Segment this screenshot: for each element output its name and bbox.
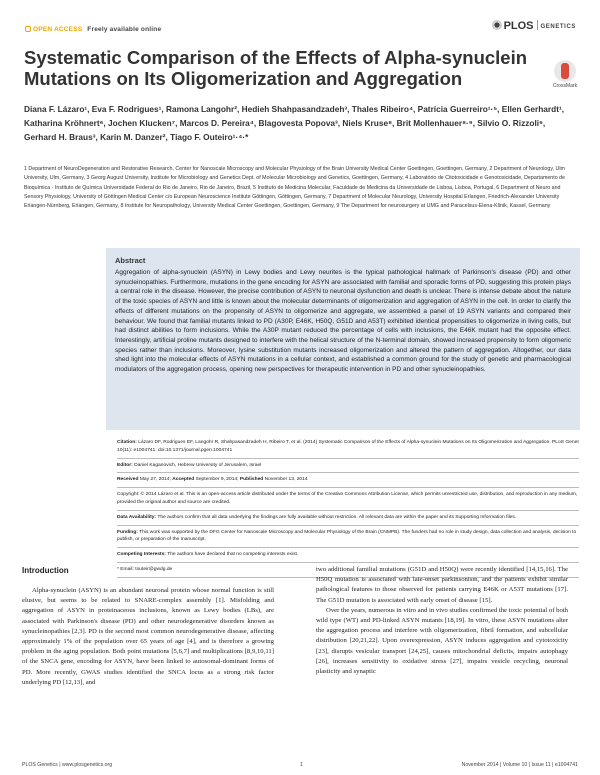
- competing-text: The authors have declared that no competing interests exist.: [167, 552, 299, 558]
- page-number: 1: [300, 762, 303, 768]
- crossmark-icon: [554, 60, 576, 82]
- copyright-text: Copyright: © 2014 Lázaro et al. This is an open-access article distributed under the terms of the Creative Commons Attribution License, which permits unrestricted use, distribution, and reproduction in any medium, provided the original author and source are credited.: [117, 492, 578, 505]
- citation-label: Citation:: [117, 440, 137, 445]
- plos-logo-icon: [492, 20, 502, 30]
- logo-divider: [537, 20, 538, 30]
- crossmark-badge[interactable]: [549, 60, 581, 89]
- citation-block: [117, 436, 579, 459]
- published-label: Published: [239, 477, 264, 483]
- received-date: May 27, 2014;: [139, 477, 171, 483]
- intro-paragraph-2: Over the years, numerous in vitro and in vivo studies confirmed the toxic potential of both wild type (WT) and PD-linked ASYN mutants [18,19]. In vitro, these ASYN mutations alter the aggregation process and interfere with oligomerization, fibril formation, and subcellular distribution [20,21,22]. Upon overexpression, ASYN induces aggregation and cytotoxicity [23], disrupts vesicular transport [24,25], causes mitochondrial deficits, impairs autophagy [26], increases sensitivity to oxidative stress [27], impairs vesicle recycling, neuronal plasticity and synaptic: [316, 606, 568, 676]
- author-list: Diana F. Lázaro¹, Eva F. Rodrigues¹, Ramona Langohr², Hedieh Shahpasandzadeh³, Thales Ribeiro⁴, Patrícia Guerreiro¹·⁵, Ellen Gerhardt¹, Katharina Kröhnert⁶, Jochen Klucken⁷, Marcos D. Pereira⁴, Blagovesta Popova³, Niels Kruse⁸, Brit Mollenhauer⁸·⁹, Silvio O. Rizzoli⁶, Gerhard H. Braus³, Karin M. Danzer², Tiago F. Outeiro¹·⁴·*: [24, 104, 565, 142]
- competing-label: Competing Interests:: [117, 552, 166, 558]
- plos-logo-text: PLOS: [503, 20, 534, 32]
- right-column: [316, 565, 568, 677]
- editor-label: Editor:: [117, 462, 133, 468]
- intro-paragraph-1: Alpha-synuclein (ASYN) is an abundant neuronal protein whose normal function is still elusive, but seems to be related to SNARE-complex assembly [1]. Misfolding and aggregation of ASYN in proteinaceous inclusions, known as Lewy bodies (LBs), are associated with Parkinson's disease (PD) and other neurodegenerative disorders known as synucleinopathies [2,3]. PD is the second most common neurodegenerative disease, affecting approximately 1% of the population over 65 years of age [4], and is therefore a growing problem in the aging population. Both point mutations [5,6,7] and multiplications [8,9,10,11] of the SNCA gene, encoding for ASYN, have been linked to autosomal-dominant forms of PD. More recently, GWAS studies identified the SNCA locus as a strong risk factor underlying PD [12,13], and: [22, 587, 274, 686]
- accepted-label: Accepted: [172, 477, 195, 483]
- accepted-date: September 9, 2014;: [195, 477, 239, 483]
- dates-block: [117, 473, 579, 488]
- footer-journal[interactable]: PLOS Genetics | www.plosgenetics.org: [22, 762, 113, 768]
- funding-label: Funding:: [117, 529, 138, 535]
- abstract-text: Aggregation of alpha-synuclein (ASYN) in Lewy bodies and Lewy neurites is the typical pathological hallmark of Parkinson's disease (PD) and other synucleinopathies. Furthermore, mutations in the gene encoding for ASYN are associated with familial and sporadic forms of PD, suggesting this protein plays a central role in the disease. However, the precise contribution of ASYN to neuronal dysfunction and death is unclear. There is intense debate about the nature of the toxic species of ASYN and little is known about the molecular determinants of oligomerization and aggregation of ASYN in the cell. In order to clarify the effects of different mutations on the propensity of ASYN to oligomerize and aggregate, we assembled a panel of 19 ASYN variants and compared their behaviour. We found that familial mutants linked to PD (A30P, E46K, H50Q, G51D and A53T) exhibited identical propensities to oligomerize in living cells, but had distinct abilities to form inclusions. While the A30P mutant reduced the percentage of cells with inclusions, the E46K mutant had the opposite effect. Interestingly, artificial proline mutants designed to interfere with the helical structure of the N-terminal domain, showed increased propensity to form oligomeric species rather than inclusions. Moreover, lysine substitution mutants increased oligomerization and altered the pattern of aggregation. Altogether, our data shed light into the molecular effects of ASYN mutations in a cellular context, and established a common ground for the study of genetic and pharmacological modulators of the aggregation process, opening new perspectives for therapeutic intervention in PD and other synucleinopathies.: [115, 269, 571, 374]
- editor-block: [117, 459, 579, 474]
- received-label: Received: [117, 477, 139, 483]
- competing-interests-block: [117, 548, 579, 563]
- email-text[interactable]: * Email: touteir@gwdg.de: [117, 566, 173, 572]
- journal-name: GENETICS: [540, 24, 576, 30]
- data-availability-label: Data Availability:: [117, 514, 157, 520]
- data-availability-text: The authors confirm that all data underlying the findings are fully available without restriction. All relevant data are within the paper and its Supporting Information files.: [157, 514, 517, 520]
- published-date: November 13, 2014: [264, 477, 308, 483]
- copyright-block: [117, 488, 579, 511]
- intro-paragraph-continued: two additional familial mutations (G51D and H50Q) were recently identified [14,15,16]. The H50Q mutation is associated with late-onset parkinsonism, and the patients exhibit similar pathological features to those observed for patients carrying E46K or A53T mutations [17]. The G51D mutation is associated with early onset of disease [15].: [316, 566, 568, 604]
- footer-issue: November 2014 | Volume 10 | Issue 11 | e1004741: [461, 762, 578, 768]
- article-metadata: [117, 436, 579, 578]
- plos-logo[interactable]: [492, 20, 576, 32]
- article-title: Systematic Comparison of the Effects of Alpha-synuclein Mutations on Its Oligomerization and Aggregation: [24, 47, 528, 89]
- crossmark-label: CrossMark: [552, 83, 578, 89]
- open-lock-icon: [25, 26, 31, 32]
- left-column: [22, 586, 274, 688]
- funding-block: [117, 526, 579, 549]
- freely-available-label: Freely available online: [87, 26, 162, 33]
- open-access-banner: [25, 26, 161, 33]
- funding-text: This work was supported by the DFG Center for Nanoscale Microscopy and Molecular Physiology of the Brain (CNMPB). The funders had no role in study design, data collection and analysis, decision to publish, or preparation of the manuscript.: [117, 529, 577, 543]
- abstract-box: [106, 248, 580, 430]
- affiliations: 1 Department of NeuroDegeneration and Restorative Research, Center for Nanoscale Microscopy and Molecular Physiology of the Brain University Medical Center Goettingen, Goettingen, Germany, 2 Department of Neurology, Ulm University, Ulm, Germany, 3 Georg August University, Institute for Microbiology and Genetics Dept. of Molecular Microbiology and Genetics, Goettingen, Germany, 4 Laboratório de Citotoxicidade e Genotoxicidade, Departamento de Bioquímica - Instituto de Química Universidade Federal do Rio de Janeiro, Rio de Janeiro, Brazil, 5 Instituto de Medicina Molecular, Faculdade de Medicina da Universidade de Lisboa, Lisboa, Portugal, 6 Department of Neuro and Sensory Physiology, University of Göttingen Medical Center c/o European Neuroscience Institute Göttingen, Göttingen, Germany, 7 Department of Molecular Neurology, University Hospital Erlangen, Friedrich-Alexander University Erlangen-Nürnberg, Erlangen, Germany, 8 Institute for Neuropathology, University Medical Center Goettingen, Goettingen, Germany, 9 The Department for neurosurgery at UMG and Paracelsus-Elena-Klinik, Kassel, Germany: [24, 166, 566, 210]
- introduction-heading: Introduction: [22, 566, 69, 575]
- data-availability-block: [117, 511, 579, 526]
- abstract-heading: Abstract: [115, 256, 146, 265]
- editor-text: Daniel Kaganovich, Hebrew University of Jerusalem, Israel: [134, 462, 262, 468]
- open-access-label: OPEN ACCESS: [33, 26, 83, 33]
- citation-text: Lázaro DF, Rodrigues EF, Langohr R, Shahpasandzadeh H, Ribeiro T, et al. (2014) Systematic Comparison of the Effects of Alpha-synuclein Mutations on Its Oligomerization and Aggregation. PLoS Genet 10(11): e1004741. doi:10.1371/journal.pgen.1004741: [117, 440, 579, 453]
